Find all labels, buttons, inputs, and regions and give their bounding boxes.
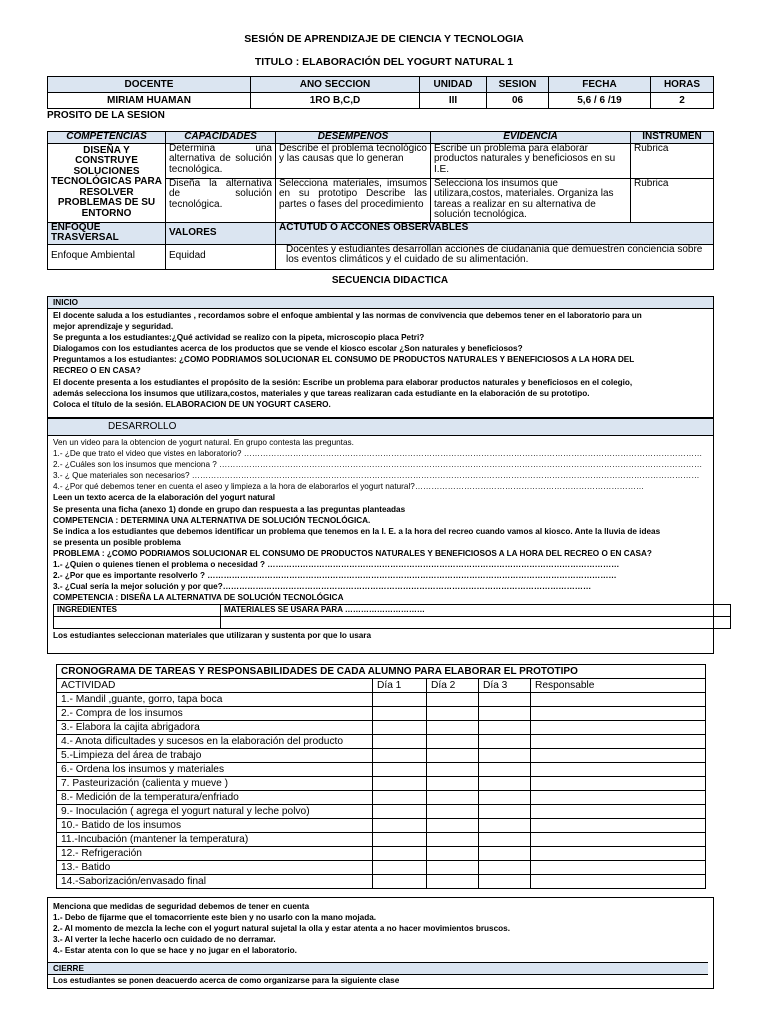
d1-cell	[373, 833, 427, 847]
evidencia-1: Escribe un problema para elaborar productos naturales y beneficiosos en su I.E.	[431, 143, 631, 178]
d2-cell	[427, 735, 479, 749]
cierre-label: CIERRE	[48, 962, 708, 975]
d3-cell	[479, 749, 531, 763]
activity-12: 12.- Refrigeración	[57, 847, 373, 861]
inicio-line: mejor aprendizaje y seguridad.	[53, 322, 174, 332]
activity-2: 2.- Compra de los insumos	[57, 707, 373, 721]
d2-cell	[427, 763, 479, 777]
d3-cell	[479, 791, 531, 805]
ingredientes-table	[53, 604, 731, 629]
valores-label: VALORES	[166, 222, 276, 244]
instrumento-1: Rubrica	[631, 143, 714, 178]
desarrollo-line: Ven un video para la obtencion de yogurt natural. En grupo contesta las preguntas.	[53, 438, 354, 447]
enfoque-label: ENFOQUE TRASVERSAL	[48, 222, 166, 244]
inicio-text	[48, 309, 713, 411]
d3-cell	[479, 805, 531, 819]
col-ano-seccion: ANO SECCION	[251, 77, 420, 93]
materiales-cell	[221, 617, 731, 629]
seguridad-line: 3.- Al verter la leche hacerlo ocn cuidado de no derramar.	[53, 935, 276, 945]
d1-cell	[373, 735, 427, 749]
proposito-label: PROSITO DE LA SESION	[47, 110, 165, 121]
question-2: 2.- ¿Cuáles son los insumos que menciona ? ……………………………………………………………………………………………………………………………………………………………	[53, 460, 703, 470]
col-sesion: SESION	[487, 77, 549, 93]
d2-cell	[427, 707, 479, 721]
resp-cell	[531, 707, 706, 721]
hdr-evidencia: EVIDENCIA	[431, 132, 631, 144]
d3-cell	[479, 707, 531, 721]
d1-cell	[373, 805, 427, 819]
seguridad-line: 4.- Estar atenta con lo que se hace y no jugar en el laboratorio.	[53, 946, 297, 956]
capacidad-2: Diseña la alternativa de solución tecnológica.	[166, 178, 276, 222]
resp-cell	[531, 875, 706, 889]
resp-cell	[531, 735, 706, 749]
inicio-line: Preguntamos a los estudiantes: ¿COMO PODRIAMOS SOLUCIONAR EL CONSUMO DE PRODUCTOS NATURALES Y BENEFICIOSOS A LA HORA DEL	[53, 355, 635, 365]
col-horas: HORAS	[651, 77, 714, 93]
actitud-label: ACTUTUD O ACCONES OBSERVABLES	[276, 222, 714, 244]
seguridad-line: 2.- Al momento de mezcla la leche con el yogurt natural sujetal la olla y estar atenta a no hacer movimientos bruscos.	[53, 924, 510, 934]
desarrollo-section	[47, 418, 714, 654]
problem-question-3: 3.- ¿Cual sería la mejor solución y por que?………………………………………………………………………………………………………………………	[53, 582, 592, 592]
d3-cell	[479, 735, 531, 749]
competencia-line: COMPETENCIA : DISEÑA LA ALTERNATIVA DE SOLUCIÓN TECNOLÓGICA	[53, 593, 344, 603]
competencia-line: COMPETENCIA : DETERMINA UNA ALTERNATIVA DE SOLUCIÓN TECNOLÓGICA.	[53, 515, 371, 525]
inicio-line: además selecciona los insumos que utilizara,costos, materiales y que tareas realizaran cada estudiante en la elaboración de su prototipo.	[53, 388, 590, 398]
val-ano-seccion: 1RO B,C,D	[251, 93, 420, 109]
val-docente: MIRIAM HUAMAN	[48, 93, 251, 109]
problem-question-2: 2.- ¿Por que es importante resolverlo ? ……………………………………………………………………………………………………………………………………	[53, 571, 617, 581]
d2-cell	[427, 861, 479, 875]
valor-value: Equidad	[166, 244, 276, 269]
seguridad-section	[47, 897, 714, 989]
desempeno-1: Describe el problema tecnológico y las causas que lo generan	[276, 143, 431, 178]
instrumento-2: Rubrica	[631, 178, 714, 222]
cierre-line: Los estudiantes se ponen deacuerdo acerca de como organizarse para la siguiente clase	[53, 976, 400, 985]
activity-10: 10.- Batido de los insumos	[57, 819, 373, 833]
col-fecha: FECHA	[549, 77, 651, 93]
d3-cell	[479, 777, 531, 791]
d2-cell	[427, 847, 479, 861]
d1-cell	[373, 791, 427, 805]
question-1: 1.- ¿De que trato el video que vistes en laboratorio? ……………………………………………………………………………………………………………………………………………………	[53, 449, 703, 459]
activity-7: 7. Pasteurización (calienta y mueve )	[57, 777, 373, 791]
activity-9: 9.- Inoculación ( agrega el yogurt natural y leche polvo)	[57, 805, 373, 819]
seguridad-line: Menciona que medidas de seguridad debemos de tener en cuenta	[53, 902, 310, 911]
val-horas: 2	[651, 93, 714, 109]
seguridad-line: 1.- Debo de fijarme que el tomacorriente este bien y no usarlo con la mano mojada.	[53, 913, 377, 923]
activity-3: 3.- Elabora la cajita abrigadora	[57, 721, 373, 735]
d3-cell	[479, 833, 531, 847]
d1-cell	[373, 777, 427, 791]
inicio-line: El docente presenta a los estudiantes el propósito de la sesión: Escribe un problema para elaborar productos naturales y beneficiosos en el colegio,	[53, 377, 633, 387]
d1-cell	[373, 861, 427, 875]
d2-cell	[427, 693, 479, 707]
hdr-actividad: ACTIVIDAD	[57, 679, 373, 693]
desarrollo-line: Se indica a los estudiantes que debemos identificar un problema que tenemos en la I. E. a la hora del recreo cuando vamos al kiosco. Ante la lluvia de ideas	[53, 526, 661, 536]
activity-8: 8.- Medición de la temperatura/enfriado	[57, 791, 373, 805]
activity-14: 14.-Saborización/envasado final	[57, 875, 373, 889]
d3-cell	[479, 861, 531, 875]
col-docente: DOCENTE	[48, 77, 251, 93]
question-3: 3.- ¿ Que materiales son necesarios? ……………………………………………………………………………………………………………………………………………………………………	[53, 471, 700, 481]
cronograma-table	[56, 664, 706, 889]
val-unidad: III	[420, 93, 487, 109]
session-title: SESIÓN DE APRENDIZAJE DE CIENCIA Y TECNOLOGIA	[244, 33, 524, 45]
problem-question-1: 1.- ¿Quien o quienes tienen el problema o necesidad ? …………………………………………………………………………………………………………………	[53, 560, 620, 570]
inicio-label: INICIO	[48, 297, 713, 309]
activity-1: 1.- Mandil ,guante, gorro, tapa boca	[57, 693, 373, 707]
problema-line: PROBLEMA : ¿COMO PODRIAMOS SOLUCIONAR EL CONSUMO DE PRODUCTOS NATURALES Y BENEFICIOSOS A LA HORA DEL RECREO O EN CASA?	[53, 548, 652, 558]
d3-cell	[479, 721, 531, 735]
d2-cell	[427, 777, 479, 791]
resp-cell	[531, 777, 706, 791]
ingredientes-label: INGREDIENTES	[54, 605, 221, 617]
enfoque-value: Enfoque Ambiental	[48, 244, 166, 269]
hdr-dia-2: Día 2	[427, 679, 479, 693]
selection-line: Los estudiantes seleccionan materiales que utilizaran y sustenta por que lo usara	[53, 631, 372, 641]
d3-cell	[479, 819, 531, 833]
inicio-section	[47, 296, 714, 418]
question-4: 4.- ¿Por qué debemos tener en cuenta el aseo y limpieza a la hora de elaborarlos el yogurt natural?…………………………………………………………………………	[53, 482, 645, 492]
hdr-responsable: Responsable	[531, 679, 706, 693]
capacidad-1: Determina una alternativa de solución tecnológica.	[166, 143, 276, 178]
val-fecha: 5,6 / 6 /19	[549, 93, 651, 109]
competencia-cell: DISEÑA Y CONSTRUYE SOLUCIONES TECNOLÓGICAS PARA RESOLVER PROBLEMAS DE SU ENTORNO	[48, 143, 166, 222]
d1-cell	[373, 707, 427, 721]
d3-cell	[479, 693, 531, 707]
d1-cell	[373, 693, 427, 707]
d1-cell	[373, 847, 427, 861]
desempeno-2: Selecciona materiales, imsumos en su prototipo Describe las partes o fases del procedimiento	[276, 178, 431, 222]
evidencia-2: Selecciona los insumos que utilizara,costos, materiales. Organiza las tareas a realizar en su alternativa de solución tecnológica.	[431, 178, 631, 222]
desarrollo-line: Se presenta una ficha (anexo 1) donde en grupo dan respuesta a las preguntas planteadas	[53, 504, 406, 514]
inicio-line: Se pregunta a los estudiantes:¿Qué actividad se realizo con la pipeta, microscopio placa Petri?	[53, 333, 425, 343]
resp-cell	[531, 763, 706, 777]
hdr-capacidades: CAPACIDADES	[166, 132, 276, 144]
d2-cell	[427, 833, 479, 847]
d3-cell	[479, 847, 531, 861]
cronograma-title: CRONOGRAMA DE TAREAS Y RESPONSABILIDADES DE CADA ALUMNO PARA ELABORAR EL PROTOTIPO	[57, 665, 706, 679]
resp-cell	[531, 819, 706, 833]
hdr-dia-1: Día 1	[373, 679, 427, 693]
d1-cell	[373, 819, 427, 833]
d2-cell	[427, 805, 479, 819]
d3-cell	[479, 875, 531, 889]
resp-cell	[531, 847, 706, 861]
d1-cell	[373, 763, 427, 777]
actitud-value: Docentes y estudiantes desarrollan acciones de ciudanania que demuestren conciencia sobre los eventos climáticos y el cuidado de su alimentación.	[276, 244, 714, 269]
d2-cell	[427, 819, 479, 833]
ingredientes-cell	[54, 617, 221, 629]
hdr-instrumento: INSTRUMEN	[631, 132, 714, 144]
resp-cell	[531, 791, 706, 805]
info-table	[47, 76, 714, 109]
activity-5: 5.-Limpieza del área de trabajo	[57, 749, 373, 763]
d3-cell	[479, 763, 531, 777]
d1-cell	[373, 749, 427, 763]
val-sesion: 06	[487, 93, 549, 109]
activity-4: 4.- Anota dificultades y sucesos en la elaboración del producto	[57, 735, 373, 749]
resp-cell	[531, 693, 706, 707]
resp-cell	[531, 805, 706, 819]
inicio-line: Dialogamos con los estudiantes acerca de los productos que se vende el kiosco escolar ¿Son naturales y beneficiosos?	[53, 344, 523, 354]
d1-cell	[373, 721, 427, 735]
d2-cell	[427, 875, 479, 889]
resp-cell	[531, 721, 706, 735]
session-subtitle: TITULO : ELABORACIÓN DEL YOGURT NATURAL 1	[254, 56, 514, 68]
materiales-label: MATERIALES SE USARA PARA …………………………	[221, 605, 731, 617]
inicio-line: El docente saluda a los estudiantes , recordamos sobre el enfoque ambiental y las normas de convivencia que debemos tener en el laboratorio para un	[53, 311, 642, 320]
d2-cell	[427, 749, 479, 763]
resp-cell	[531, 749, 706, 763]
d1-cell	[373, 875, 427, 889]
d2-cell	[427, 721, 479, 735]
resp-cell	[531, 861, 706, 875]
desarrollo-line: se presenta un posible problema	[53, 537, 181, 547]
desarrollo-label: DESARROLLO	[48, 419, 713, 436]
activity-11: 11.-Incubación (mantener la temperatura)	[57, 833, 373, 847]
inicio-line: Coloca el título de la sesión. ELABORACION DE UN YOGURT CASERO.	[53, 399, 331, 409]
inicio-line: RECREO O EN CASA?	[53, 366, 141, 376]
hdr-desempenos: DESEMPENOS	[276, 132, 431, 144]
activity-6: 6.- Ordena los insumos y materiales	[57, 763, 373, 777]
d2-cell	[427, 791, 479, 805]
hdr-dia-3: Día 3	[479, 679, 531, 693]
col-unidad: UNIDAD	[420, 77, 487, 93]
hdr-competencias: COMPETENCIAS	[48, 132, 166, 144]
activity-13: 13.- Batido	[57, 861, 373, 875]
resp-cell	[531, 833, 706, 847]
secuencia-label: SECUENCIA DIDACTICA	[331, 275, 449, 286]
competencias-table	[47, 131, 714, 270]
desarrollo-line: Leen un texto acerca de la elaboración del yogurt natural	[53, 493, 276, 503]
